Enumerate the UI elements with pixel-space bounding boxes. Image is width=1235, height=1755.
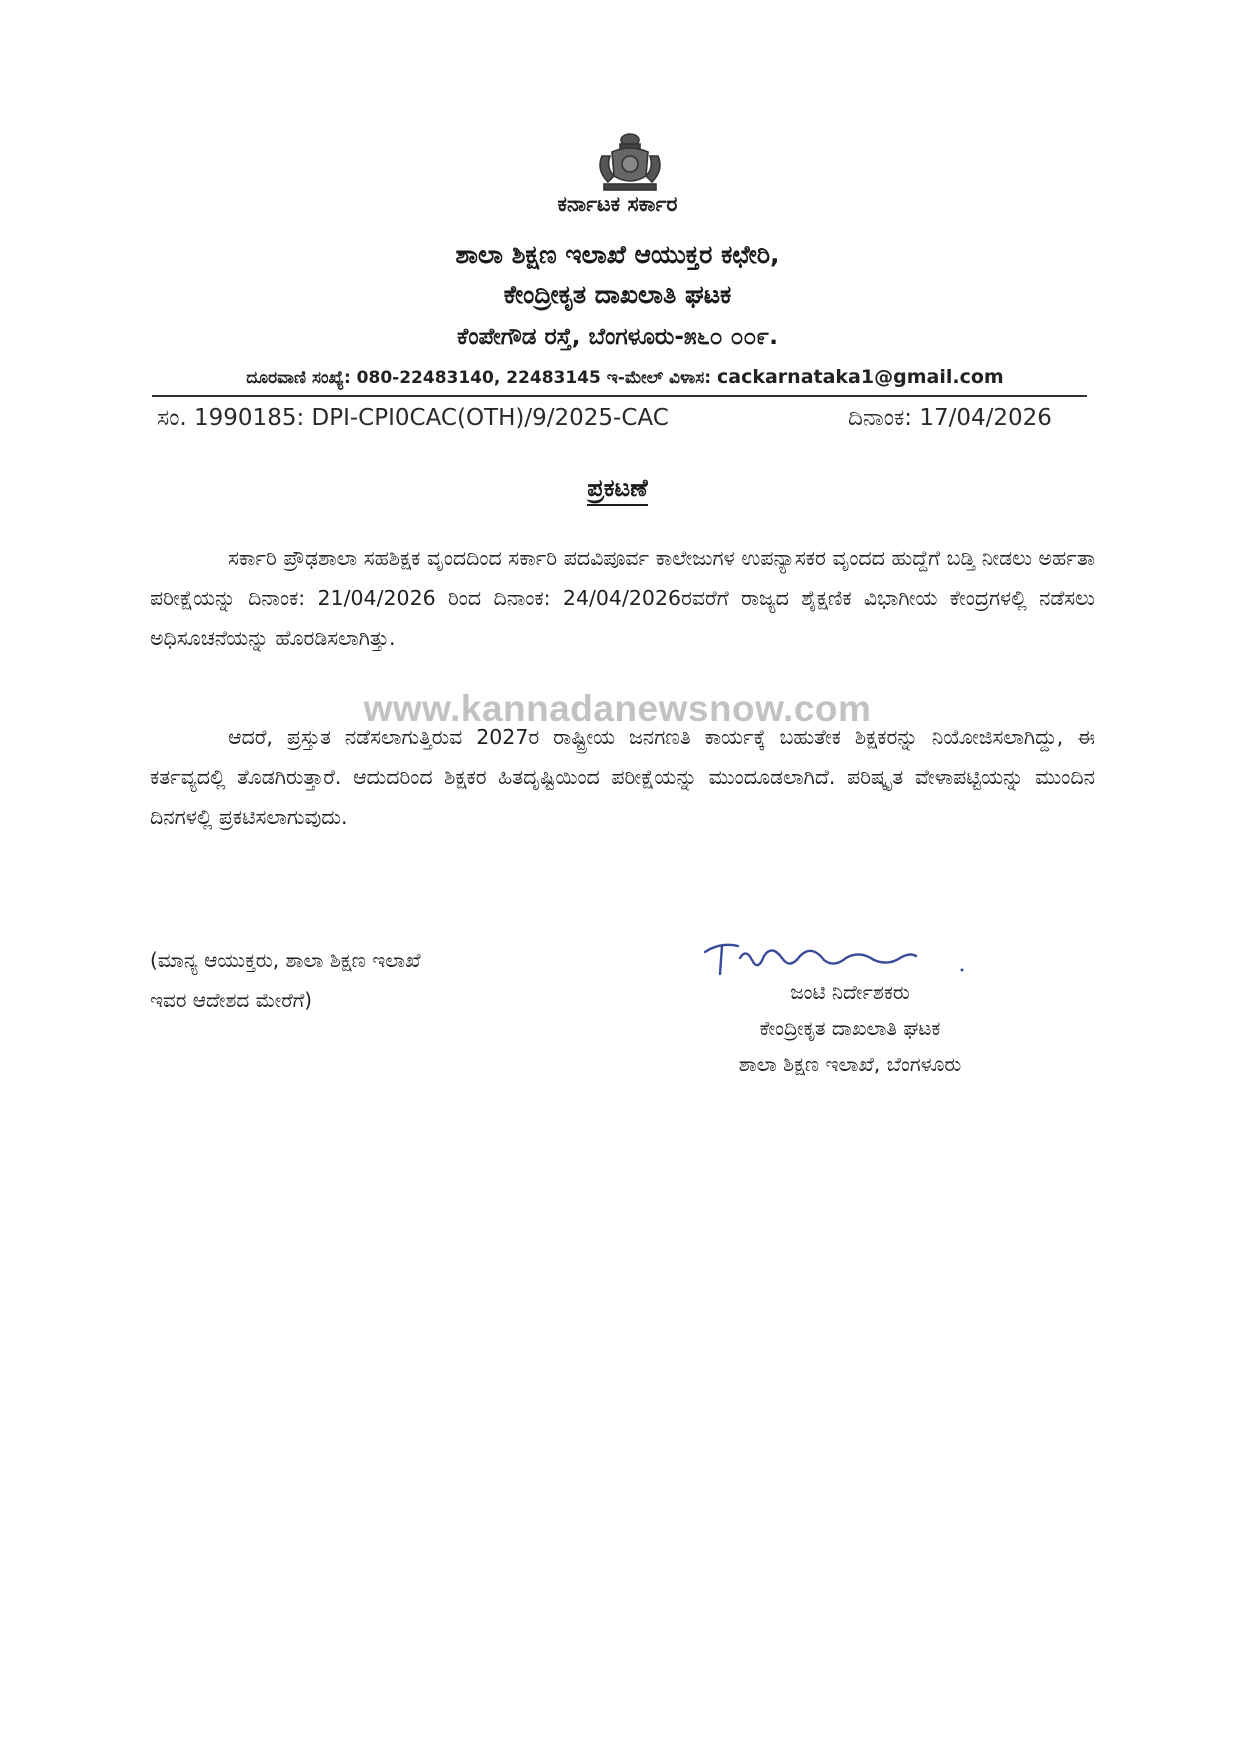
- body-paragraph-1: ಸರ್ಕಾರಿ ಪ್ರೌಢಶಾಲಾ ಸಹಶಿಕ್ಷಕ ವೃಂದದಿಂದ ಸರ್ಕಾರಿ ಪದವಿಪೂರ್ವ ಕಾಲೇಜುಗಳ ಉಪನ್ಯಾಸಕರ ವೃಂದದ ಹುದ್ದೆಗೆ ಬಡ್ತಿ ನೀಡಲು ಅರ್ಹತಾ ಪರೀಕ್ಷೆಯನ್ನು ದಿನಾಂಕ: 21/04/2026 ರಿಂದ ದಿನಾಂಕ: 24/04/2026ರವರೆಗೆ ರಾಜ್ಯದ ಶೈಕ್ಷಣಿಕ ವಿಭಾಗೀಯ ಕೇಂದ್ರಗಳಲ್ಲಿ ನಡೆಸಲು ಅಧಿಸೂಚನೆಯನ್ನು ಹೊರಡಿಸಲಾಗಿತ್ತು.: [150, 546, 1095, 650]
- order-note-line-2: ಇವರ ಆದೇಶದ ಮೇರೆಗೆ): [150, 988, 313, 1012]
- notice-title-text: ಪ್ರಕಟಣೆ: [587, 474, 647, 506]
- government-name: ಕರ್ನಾಟಕ ಸರ್ಕಾರ: [557, 192, 678, 216]
- reference-number: ಸಂ. 1990185: DPI-CPI0CAC(OTH)/9/2025-CAC: [157, 405, 669, 431]
- office-address: ಕೆಂಪೇಗೌಡ ರಸ್ತೆ, ಬೆಂಗಳೂರು-೫೬೦ ೦೦೯.: [457, 324, 778, 350]
- reference-date: ದಿನಾಂಕ: 17/04/2026: [848, 405, 1052, 431]
- office-name: ಶಾಲಾ ಶಿಕ್ಷಣ ಇಲಾಖೆ ಆಯುಕ್ತರ ಕಛೇರಿ,: [455, 240, 780, 269]
- header-divider: [152, 395, 1087, 397]
- order-note-line-1: (ಮಾನ್ಯ ಆಯುಕ್ತರು, ಶಾಲಾ ಶಿಕ್ಷಣ ಇಲಾಖೆ: [150, 948, 421, 972]
- state-emblem-icon: [590, 126, 670, 194]
- contact-phone: ದೂರವಾಣಿ ಸಂಖ್ಯೆ: 080-22483140, 22483145 ಇ-ಮೇಲ್ ವಿಳಾಸ:: [246, 368, 712, 388]
- contact-email: cackarnataka1@gmail.com: [717, 366, 1004, 388]
- watermark: www.kannadanewsnow.com: [363, 688, 872, 729]
- signatory-designation: ಜಂಟಿ ನಿರ್ದೇಶಕರು: [790, 980, 910, 1004]
- body-paragraph-2: ಆದರೆ, ಪ್ರಸ್ತುತ ನಡೆಸಲಾಗುತ್ತಿರುವ 2027ರ ರಾಷ್ಟ್ರೀಯ ಜನಗಣತಿ ಕಾರ್ಯಕ್ಕೆ ಬಹುತೇಕ ಶಿಕ್ಷಕರನ್ನು ನಿಯೋಜಿಸಲಾಗಿದ್ದು, ಈ ಕರ್ತವ್ಯದಲ್ಲಿ ತೊಡಗಿರುತ್ತಾರೆ. ಆದುದರಿಂದ ಶಿಕ್ಷಕರ ಹಿತದೃಷ್ಟಿಯಿಂದ ಪರೀಕ್ಷೆಯನ್ನು ಮುಂದೂಡಲಾಗಿದೆ. ಪರಿಷ್ಕೃತ ವೇಳಾಪಟ್ಟಿಯನ್ನು ಮುಂದಿನ ದಿನಗಳಲ್ಲಿ ಪ್ರಕಟಿಸಲಾಗುವುದು.: [150, 725, 1095, 829]
- order-note: [150, 940, 421, 1020]
- signatory-department: ಶಾಲಾ ಶಿಕ್ಷಣ ಇಲಾಖೆ, ಬೆಂಗಳೂರು: [738, 1052, 962, 1076]
- contact-line: [215, 366, 1035, 388]
- signatory-unit: ಕೇಂದ್ರೀಕೃತ ದಾಖಲಾತಿ ಘಟಕ: [759, 1016, 941, 1040]
- unit-name: ಕೇಂದ್ರೀಕೃತ ದಾಖಲಾತಿ ಘಟಕ: [503, 280, 732, 309]
- notice-title: [0, 474, 1235, 502]
